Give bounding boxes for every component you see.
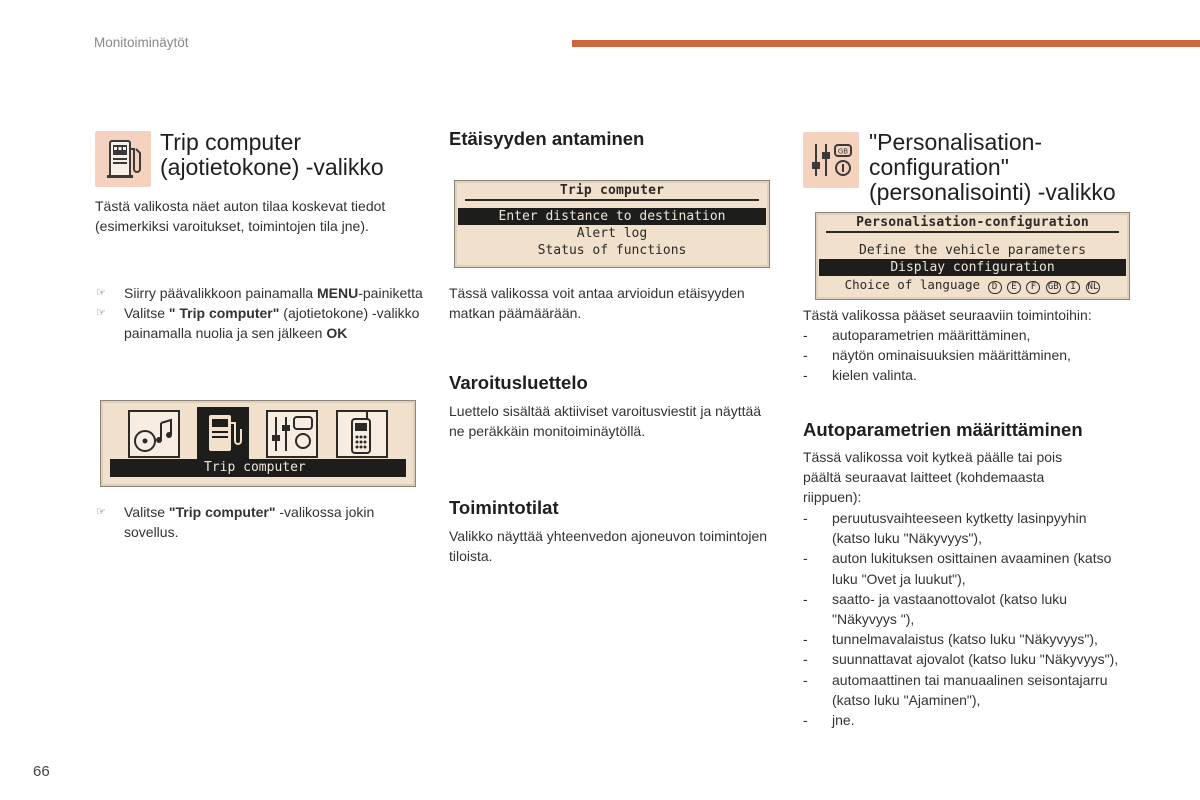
flag-f: F [1026, 281, 1040, 294]
screen-item-selected: Enter distance to destination [458, 208, 766, 225]
trip-computer-title [160, 130, 384, 180]
instruction-item: ☞ Siirry päävalikkoon painamalla MENU-painiketta [95, 283, 430, 303]
audio-icon [129, 411, 179, 457]
screen-item: Alert log [576, 226, 648, 241]
alerts-text: Luettelo sisältää aktiiviset varoitusviestit ja näyttää ne peräkkäin monitoiminäytöllä. [449, 403, 762, 440]
distance-heading: Etäisyyden antaminen [449, 128, 645, 149]
title-line: (personalisointi) -valikko [869, 179, 1116, 205]
title-line: configuration" [869, 154, 1009, 180]
flag-nl: NL [1087, 282, 1099, 292]
flag-gb: GB [1047, 282, 1059, 292]
header-accent-bar [572, 40, 1200, 47]
instruction-list [95, 502, 430, 542]
trip-computer-intro: Tästä valikosta näet auton tilaa koskevat tiedot (esimerkiksi varoitukset, toimintojen tila jne). [95, 198, 386, 235]
trip-computer-icon [197, 407, 249, 465]
instruction-item: ☞ Valitse " Trip computer" (ajotietokone) -valikko painamalla nuolia ja sen jälkeen OK [96, 305, 420, 342]
trip-computer-screen [454, 180, 770, 268]
flag-d: D [988, 281, 1002, 294]
functions-list [803, 325, 1148, 386]
main-menu-screen [100, 400, 416, 487]
menu-selected-label: Trip computer [110, 459, 406, 477]
devices-list [803, 508, 1138, 730]
section-header: Monitoiminäytöt [94, 35, 189, 50]
params-text: Tässä valikossa voit kytkeä päälle tai pois päältä seuraavat laitteet (kohdemaasta riippuen): [803, 449, 1063, 506]
flag-i: I [1066, 281, 1080, 294]
language-flags [988, 282, 1101, 292]
pointing-hand-icon: ☞ [96, 506, 106, 518]
list-item: - suunnattavat ajovalot (katso luku "Näkyvyys"), [803, 651, 1119, 668]
fuel-pump-icon [95, 131, 151, 187]
list-item: - peruutusvaihteeseen kytketty lasinpyyhin (katso luku "Näkyvyys"), [803, 510, 1087, 547]
list-item: - näytön ominaisuuksien määrittäminen, [803, 347, 1071, 364]
flag-e: E [1007, 281, 1021, 294]
personalisation-intro: Tästä valikossa pääset seuraaviin toimintoihin: [803, 307, 1092, 323]
params-heading: Autoparametrien määrittäminen [803, 419, 1083, 440]
list-item: - jne. [803, 712, 855, 729]
status-text: Valikko näyttää yhteenvedon ajoneuvon toimintojen tiloista. [449, 528, 768, 565]
screen-item: Status of functions [537, 243, 687, 258]
list-item: - saatto- ja vastaanottovalot (katso luku "Näkyvyys "), [803, 590, 1068, 628]
list-item: - automaattinen tai manuaalinen seisontajarru (katso luku "Ajaminen"), [803, 671, 1108, 708]
screen-title: Trip computer [465, 182, 759, 201]
personalisation-icon [267, 411, 317, 457]
screen-title: Personalisation-configuration [826, 214, 1119, 233]
screen-item-selected: Display configuration [819, 259, 1126, 276]
list-item: - tunnelmavalaistus (katso luku "Näkyvyys"), [803, 631, 1098, 648]
instruction-list [95, 283, 430, 344]
distance-text: Tässä valikossa voit antaa arvioidun etäisyyden matkan päämäärään. [449, 285, 745, 322]
title-line: Trip computer [160, 129, 302, 155]
screen-item-language: Choice of language D E F GB I NL [844, 277, 1099, 292]
screen-item: Define the vehicle parameters [859, 243, 1086, 258]
sliders-icon [803, 132, 859, 188]
svg-text:GB: GB [837, 147, 849, 156]
list-item: - auton lukituksen osittainen avaaminen (katso luku "Ovet ja luukut"), [803, 550, 1112, 587]
instruction-item: ☞ Valitse "Trip computer" -valikossa jokin sovellus. [96, 504, 375, 541]
list-item: - autoparametrien määrittäminen, [803, 327, 1031, 343]
title-line: "Personalisation- [869, 129, 1043, 155]
pointing-hand-icon: ☞ [96, 287, 106, 299]
list-item: - kielen valinta. [803, 367, 917, 384]
alerts-heading: Varoitusluettelo [449, 372, 588, 393]
pointing-hand-icon: ☞ [96, 307, 106, 320]
title-line: (ajotietokone) -valikko [160, 154, 384, 180]
status-heading: Toimintotilat [449, 497, 559, 518]
phone-icon [337, 411, 387, 457]
personalisation-title [869, 130, 1116, 205]
personalisation-screen [815, 212, 1130, 300]
page-number: 66 [33, 763, 50, 780]
